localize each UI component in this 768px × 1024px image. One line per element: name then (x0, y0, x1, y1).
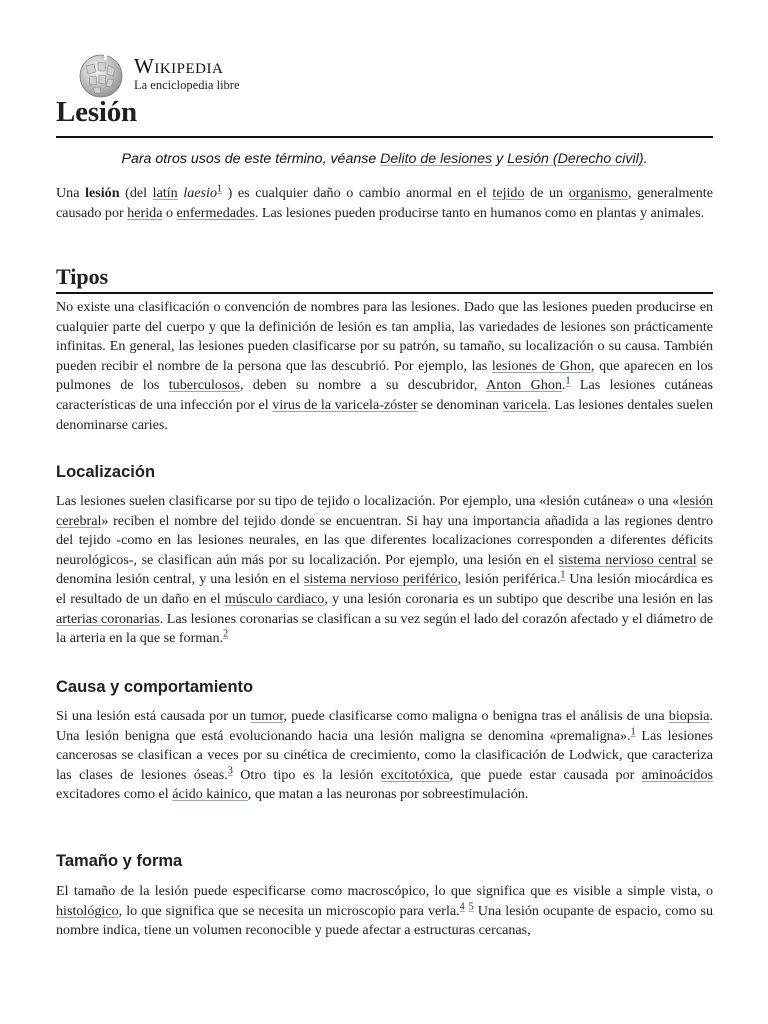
link-enfermedades[interactable]: enfermedades (176, 204, 255, 221)
hatnote-text: y (492, 151, 508, 167)
footnote-ref[interactable]: 2 (223, 628, 229, 640)
intro-paragraph: Una lesión (del latín laesio$^1$ ) es cualquier daño o cambio anormal en el tejido de un organismo, generalmente causado por herida o enfermedades. Las lesiones pueden producirse tanto en humanos como en plantas y animales. (56, 183, 713, 221)
link-virus-varicela-zoster[interactable]: virus de la varicela-zóster (272, 396, 418, 413)
title-divider (56, 136, 713, 138)
link-organismo[interactable]: organismo (568, 185, 628, 201)
link-aminoacidos[interactable]: aminoácidos (641, 766, 713, 783)
link-lesion-cerebral[interactable]: lesión cerebral (56, 493, 713, 529)
localizacion-section (56, 492, 713, 649)
bold-term: lesión (85, 185, 120, 201)
hatnote-text: Para otros usos de este término, véanse (121, 151, 381, 167)
footnote-ref[interactable]: 1 (565, 375, 571, 387)
footnote-ref[interactable]: 1 (630, 725, 636, 737)
link-herida[interactable]: herida (127, 204, 163, 221)
intro-section (56, 184, 713, 223)
section-heading-tipos: Tipos (56, 264, 109, 289)
wikipedia-wordmark: Wikipedia (134, 54, 224, 78)
footnote-ref[interactable]: 4 (459, 900, 465, 912)
link-arterias-coronarias[interactable]: arterias coronarias (56, 610, 160, 627)
page-title: Lesión (56, 96, 137, 128)
footnote-ref[interactable]: 3 (227, 765, 233, 777)
causa-section (56, 707, 713, 805)
link-latin[interactable]: latín (152, 185, 178, 201)
wikipedia-brand[interactable] (134, 55, 240, 93)
section-heading-tamano: Tamaño y forma (56, 852, 183, 870)
link-sistema-nervioso-central[interactable]: sistema nervioso central (558, 551, 697, 568)
footnote-ref[interactable]: 1 (560, 569, 566, 581)
link-acido-kainico[interactable]: ácido kainico (172, 786, 248, 803)
link-excitotoxica[interactable]: excitotóxica (380, 766, 450, 783)
section-divider (56, 292, 713, 294)
section-heading-localizacion: Localización (56, 463, 156, 481)
link-biopsia[interactable]: biopsia (668, 708, 710, 724)
link-lesion-derecho-civil[interactable]: Lesión (Derecho civil) (507, 151, 644, 167)
tipos-paragraph: No existe una clasificación o convención de nombres para las lesiones. Dado que las lesiones pueden producirse en cualquier parte del cuerpo y que la definición de lesión es tan amplia, las variedades de lesiones son prácticamente infinitas. En general, las lesiones pueden clasificarse por su patrón, su tamaño, su localización o su causa. También pueden recibir el nombre de la persona que las descubrió. Por ejemplo, las lesiones de Ghon, que aparecen en los pulmones de los tuberculosos, deben su nombre a su descubridor, Anton Ghon.$^1$ Las lesiones cutáneas características de una infección por el virus de la varicela-zóster se denominan varicela. Las lesiones dentales suelen denominarse caries. (56, 299, 714, 433)
tamano-paragraph: El tamaño de la lesión puede especificarse como macroscópico, lo que significa que es visible a simple vista, o histológico, lo que significa que se necesita un microscopio para verla.$^4$ $^5$ Una lesión ocupante de espacio, como su nombre indica, tiene un volumen reconocible y puede afectar a estructuras cercanas, (56, 883, 714, 939)
wikipedia-globe-logo[interactable] (74, 52, 128, 98)
latin-term: laesio (183, 185, 217, 201)
link-lesiones-de-ghon[interactable]: lesiones de Ghon (491, 357, 592, 374)
tipos-section (56, 298, 713, 435)
link-varicela[interactable]: varicela (502, 396, 548, 413)
wikipedia-tagline: La enciclopedia libre (134, 78, 240, 92)
link-tejido[interactable]: tejido (492, 185, 525, 201)
localizacion-paragraph: Las lesiones suelen clasificarse por su tipo de tejido o localización. Por ejemplo, una «lesión cutánea» o una «lesión cerebral» reciben el nombre del tejido donde se encuentran. Si hay una importancia añadida a las regiones dentro del tejido -como en las lesiones neurales, en las que diferentes localizaciones corresponden a diferentes déficits neurológicos-, se clasifican aún más por su localización. Por ejemplo, una lesión en el sistema nervioso central se denomina lesión central, y una lesión en el sistema nervioso periférico, lesión periférica.$^1$ Una lesión miocárdica es el resultado de un daño en el músculo cardiaco, y una lesión coronaria es un subtipo que describe una lesión en las arterias coronarias. Las lesiones coronarias se clasifican a su vez según el lado del corazón afectado y el diámetro de la arteria en la que se forman.$^2$ (56, 493, 714, 647)
causa-paragraph: Si una lesión está causada por un tumor, puede clasificarse como maligna o benigna tras el análisis de una biopsia. Una lesión benigna que está evolucionando hacia una lesión maligna se denomina «premaligna».$^1$ Las lesiones cancerosas se clasifican a veces por su cinética de crecimiento, como la clasificación de Lodwick, que caracteriza las clases de lesiones óseas.$^3$ Otro tipo es la lesión excitotóxica, que puede estar causada por aminoácidos excitadores como el ácido kainico, que matan a las neuronas por sobreestimulación. (56, 708, 714, 803)
link-delito-de-lesiones[interactable]: Delito de lesiones (380, 151, 493, 167)
hatnote (56, 151, 713, 167)
hatnote-text: . (643, 151, 648, 167)
link-anton-ghon[interactable]: Anton Ghon (486, 377, 562, 394)
tamano-section (56, 882, 713, 941)
footnote-ref[interactable]: 5 (468, 900, 474, 912)
link-sistema-nervioso-periferico[interactable]: sistema nervioso periférico (303, 571, 458, 588)
link-tumor[interactable]: tumor (250, 708, 284, 724)
section-heading-causa: Causa y comportamiento (56, 678, 254, 696)
footnote-ref[interactable]: 1 (217, 183, 222, 195)
link-histologico[interactable]: histológico (56, 902, 119, 919)
link-tuberculosos[interactable]: tuberculosos (168, 377, 240, 394)
link-musculo-cardiaco[interactable]: músculo cardiaco (224, 590, 325, 607)
